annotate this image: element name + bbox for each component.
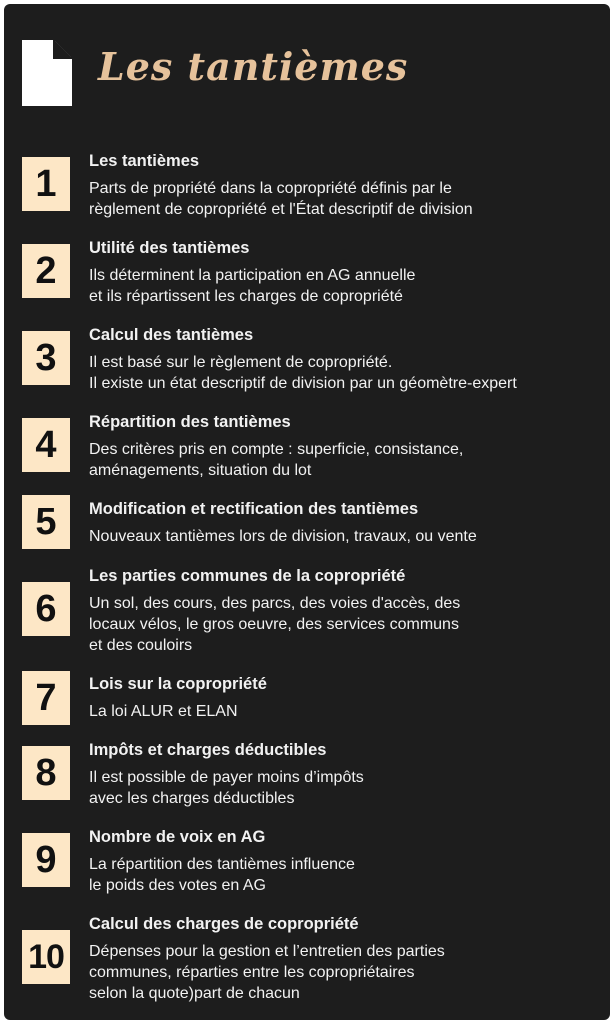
item-text	[89, 151, 599, 220]
item-number-box: 7	[22, 671, 70, 725]
item-text	[89, 566, 599, 656]
item-number-box: 10	[22, 930, 70, 984]
item-description: Il est basé sur le règlement de copropriété. Il existe un état descriptif de division par un géomètre-expert	[89, 354, 517, 392]
item-number-box: 9	[22, 833, 70, 887]
item-description: Un sol, des cours, des parcs, des voies d'accès, des locaux vélos, le gros oeuvre, des services communs et des couloirs	[89, 595, 461, 654]
item-text	[89, 827, 599, 896]
item-title: Modification et rectification des tantièmes	[89, 500, 419, 518]
item-text	[89, 238, 599, 307]
item-number-box: 5	[22, 495, 70, 549]
item-number-box: 1	[22, 157, 70, 211]
item-text	[89, 412, 599, 481]
item-description: Dépenses pour la gestion et l’entretien des parties communes, réparties entre les copropriétaires selon la quote)part de chacun	[89, 943, 445, 1002]
item-text	[89, 740, 599, 809]
item-number-box: 2	[22, 244, 70, 298]
item-title: Nombre de voix en AG	[89, 828, 266, 846]
item-title: Calcul des charges de copropriété	[89, 915, 359, 933]
item-description: Parts de propriété dans la copropriété définis par le règlement de copropriété et l'État descriptif de division	[89, 180, 473, 218]
item-title: Les parties communes de la copropriété	[89, 567, 406, 585]
item-title: Calcul des tantièmes	[89, 326, 254, 344]
item-title: Lois sur la copropriété	[89, 675, 267, 693]
item-description: Il est possible de payer moins d’impôts avec les charges déductibles	[89, 769, 364, 807]
item-description: La loi ALUR et ELAN	[89, 703, 238, 720]
item-text	[89, 499, 599, 547]
item-text	[89, 325, 599, 394]
item-number-box: 8	[22, 746, 70, 800]
item-title: Impôts et charges déductibles	[89, 741, 327, 759]
item-title: Répartition des tantièmes	[89, 413, 291, 431]
item-description: La répartition des tantièmes influence le poids des votes en AG	[89, 856, 355, 894]
item-number-box: 3	[22, 331, 70, 385]
item-number-box: 6	[22, 582, 70, 636]
item-text	[89, 914, 599, 1004]
item-description: Ils déterminent la participation en AG annuelle et ils répartissent les charges de copropriété	[89, 267, 416, 305]
item-title: Les tantièmes	[89, 152, 200, 170]
item-number-box: 4	[22, 418, 70, 472]
item-description: Nouveaux tantièmes lors de division, travaux, ou vente	[89, 528, 477, 545]
item-text	[89, 674, 599, 722]
item-title: Utilité des tantièmes	[89, 239, 250, 257]
page-title: Les tantièmes	[98, 44, 409, 89]
item-description: Des critères pris en compte : superficie, consistance, aménagements, situation du lot	[89, 441, 464, 479]
infographic-panel	[4, 4, 610, 1020]
items-list	[4, 4, 610, 1020]
